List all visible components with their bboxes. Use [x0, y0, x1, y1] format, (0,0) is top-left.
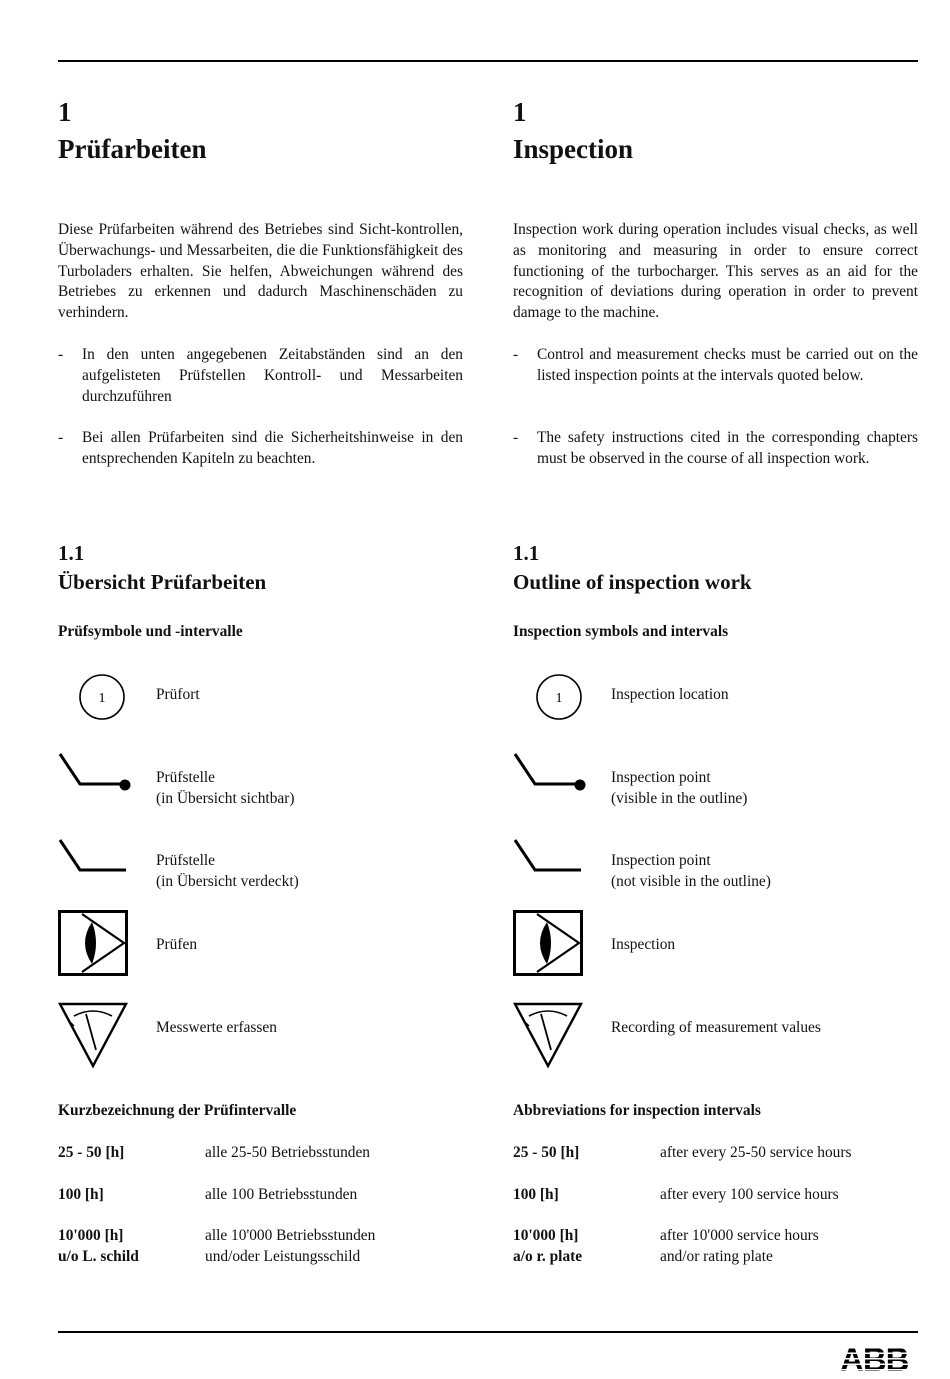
symbols-heading: Inspection symbols and intervals: [513, 623, 729, 640]
abbreviations-heading: Kurzbezeichnung der Prüfintervalle: [58, 1102, 297, 1119]
abbreviation-value: alle 25-50 Betriebsstunden: [205, 1144, 370, 1161]
chapter-title: Prüfarbeiten: [58, 134, 207, 164]
symbol-label: Recording of measurement values: [611, 1019, 821, 1036]
symbol-label: Prüfort: [156, 686, 200, 703]
inspection-point-hidden-icon: [58, 838, 136, 878]
abbreviation-key: 100 [h]: [58, 1186, 104, 1203]
abbreviation-value-line2: und/oder Leistungsschild: [205, 1248, 361, 1265]
bullet-item: [513, 428, 918, 494]
abbreviation-value: after 10'000 service hours: [660, 1227, 819, 1244]
symbol-label: Inspection location: [611, 686, 729, 703]
english-column: [513, 0, 918, 1379]
abbreviation-key: 25 - 50 [h]: [58, 1144, 125, 1161]
abbreviation-key-line2: a/o r. plate: [513, 1248, 583, 1265]
abbreviation-value: after every 100 service hours: [660, 1186, 839, 1203]
inspection-point-visible-icon: [58, 752, 136, 796]
eye-inspection-icon: [513, 910, 585, 978]
german-column: [58, 0, 463, 1379]
intro-paragraph: Diese Prüfarbeiten während des Betriebes sind Sicht-kontrollen, Überwachungs- und Messarbeiten, die die Funktionsfähigkeit des Turboladers erhalten. Sie helfen, Abweichungen während des Betriebes zu erkennen und dadurch Maschinenschäden zu verhindern.: [58, 221, 463, 322]
symbol-label: Inspection: [611, 936, 676, 953]
bullet-text: Control and measurement checks must be carried out on the listed inspection points at the intervals quoted below.: [537, 346, 918, 384]
bullet-dash: -: [513, 429, 519, 446]
symbol-label: Prüfstelle: [156, 852, 215, 869]
abbreviation-key: 100 [h]: [513, 1186, 559, 1203]
symbol-label: Inspection point: [611, 769, 711, 786]
bullet-text: In den unten angegebenen Zeitabständen sind an den aufgelisteten Prüfstellen Kontroll- und Messarbeiten durchzuführen: [82, 346, 463, 405]
bullet-dash: -: [58, 346, 64, 363]
section-title: Übersicht Prüfarbeiten: [58, 570, 267, 594]
bullet-dash: -: [513, 346, 519, 363]
bullet-dash: -: [58, 429, 64, 446]
abbreviation-key: 10'000 [h]: [513, 1227, 579, 1244]
abbreviations-heading: Abbreviations for inspection intervals: [513, 1102, 761, 1119]
inspection-location-icon: [78, 674, 128, 720]
gauge-measurement-icon: [513, 1002, 585, 1070]
section-number: 1.1: [58, 541, 85, 565]
symbol-sublabel: (in Übersicht sichtbar): [156, 790, 295, 807]
bullet-item: [58, 345, 463, 411]
abbreviation-key-line2: u/o L. schild: [58, 1248, 139, 1265]
symbol-label: Prüfstelle: [156, 769, 215, 786]
eye-inspection-icon: [58, 910, 130, 978]
bottom-rule: [58, 1331, 918, 1333]
symbol-sublabel: (in Übersicht verdeckt): [156, 873, 299, 890]
abbreviation-value: alle 10'000 Betriebsstunden: [205, 1227, 376, 1244]
bullet-item: [513, 345, 918, 411]
abbreviation-value: alle 100 Betriebsstunden: [205, 1186, 358, 1203]
chapter-title: Inspection: [513, 134, 634, 164]
location-number: 1: [555, 691, 563, 706]
inspection-point-visible-icon: [513, 752, 591, 796]
abb-logo: [840, 1343, 916, 1373]
symbol-label: Inspection point: [611, 852, 711, 869]
abbreviation-key: 10'000 [h]: [58, 1227, 124, 1244]
chapter-number: 1: [58, 97, 72, 127]
symbol-sublabel: (not visible in the outline): [611, 873, 771, 890]
symbols-heading: Prüfsymbole und -intervalle: [58, 623, 243, 640]
inspection-point-hidden-icon: [513, 838, 591, 878]
abbreviation-value-line2: and/or rating plate: [660, 1248, 773, 1265]
section-number: 1.1: [513, 541, 540, 565]
bullet-item: [58, 428, 463, 494]
symbol-label: Messwerte erfassen: [156, 1019, 277, 1036]
intro-paragraph: Inspection work during operation includes visual checks, as well as monitoring and measuring in order to ensure correct functioning of the turbocharger. This serves as an aid for the recognition of deviations during operation in order to prevent damage to the machine.: [513, 221, 918, 322]
bullet-text: The safety instructions cited in the corresponding chapters must be observed in the course of all inspection work.: [537, 429, 918, 467]
abbreviation-value: after every 25-50 service hours: [660, 1144, 852, 1161]
bullet-text: Bei allen Prüfarbeiten sind die Sicherheitshinweise in den entsprechenden Kapiteln zu beachten.: [82, 429, 463, 467]
inspection-location-icon: [535, 674, 585, 720]
symbol-label: Prüfen: [156, 936, 198, 953]
section-title: Outline of inspection work: [513, 570, 752, 594]
chapter-number: 1: [513, 97, 527, 127]
abbreviation-key: 25 - 50 [h]: [513, 1144, 580, 1161]
location-number: 1: [98, 691, 106, 706]
symbol-sublabel: (visible in the outline): [611, 790, 748, 807]
gauge-measurement-icon: [58, 1002, 130, 1070]
